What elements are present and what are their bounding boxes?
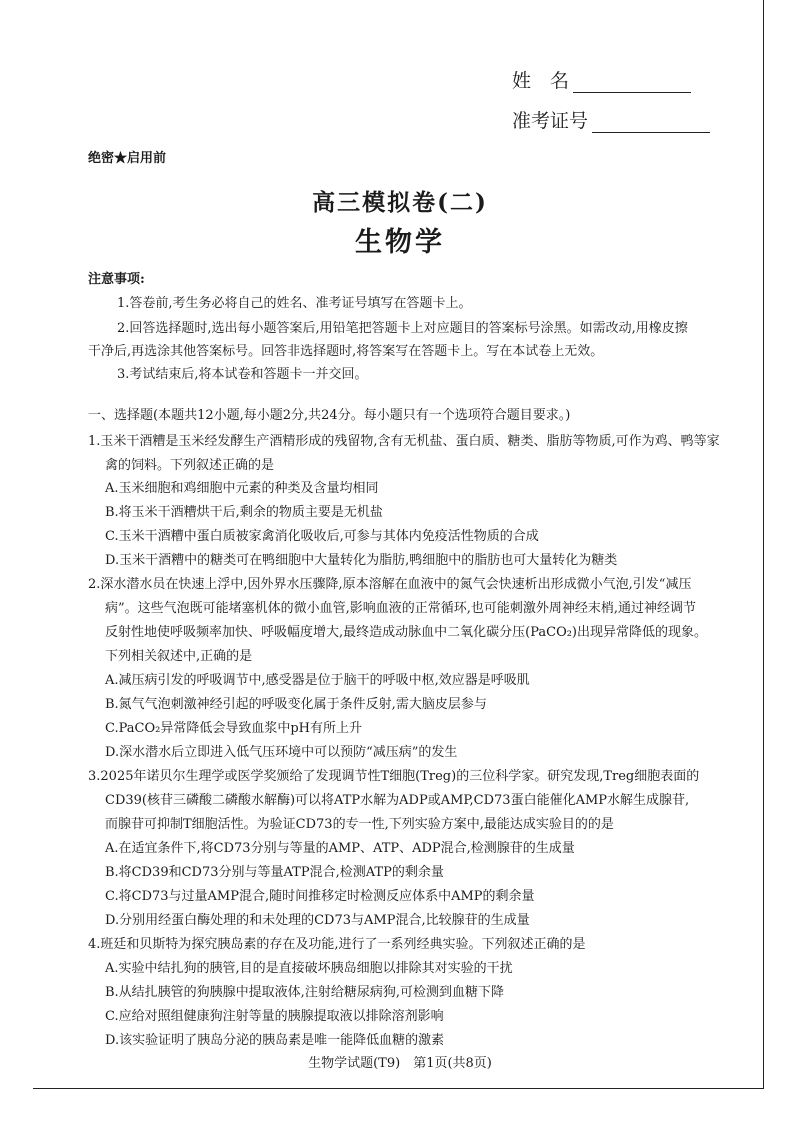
name-label: 姓 名 (512, 70, 570, 92)
notice-line: 1.答卷前,考生务必将自己的姓名、准考证号填写在答题卡上。 (117, 296, 472, 311)
option-d[interactable]: D.分别用经蛋白酶处理的和未处理的CD73与AMP混合,比较腺苷的生成量 (105, 913, 530, 928)
option-a[interactable]: A.在适宜条件下,将CD73分别与等量的AMP、ATP、ADP混合,检测腺苷的生成量 (105, 841, 575, 856)
name-blank-line[interactable] (573, 76, 691, 93)
option-d[interactable]: D.该实验证明了胰岛分泌的胰岛素是唯一能降低血糖的激素 (105, 1033, 445, 1048)
question-stem-line: 3.2025年诺贝尔生理学或医学奖颁给了发现调节性T细胞(Treg)的三位科学家。研究发现,Treg细胞表面的 (88, 769, 700, 784)
option-c[interactable]: C.玉米干酒糟中蛋白质被家禽消化吸收后,可参与其体内免疫活性物质的合成 (105, 529, 539, 544)
question-stem-line: 1.玉米干酒糟是玉米经发酵生产酒精形成的残留物,含有无机盐、蛋白质、糖类、脂肪等物质,可作为鸡、鸭等家 (88, 434, 720, 449)
exam-number-blank-line[interactable] (592, 116, 710, 133)
question-stem-line: 下列相关叙述中,正确的是 (105, 649, 253, 664)
option-a[interactable]: A.实验中结扎狗的胰管,目的是直接破坏胰岛细胞以排除其对实验的干扰 (105, 961, 513, 976)
option-b[interactable]: B.将CD39和CD73分别与等量ATP混合,检测ATP的剩余量 (105, 865, 444, 880)
option-b[interactable]: B.从结扎胰管的狗胰腺中提取液体,注射给糖尿病狗,可检测到血糖下降 (105, 985, 504, 1000)
section-heading: 一、选择题(本题共12小题,每小题2分,共24分。每小题只有一个选项符合题目要求。) (88, 408, 571, 423)
question-stem-line: 而腺苷可抑制T细胞活性。为验证CD73的专一性,下列实验方案中,最能达成实验目的的是 (105, 817, 614, 832)
question-stem-line: 4.班廷和贝斯特为探究胰岛素的存在及功能,进行了一系列经典实验。下列叙述正确的是 (88, 937, 586, 952)
subject-title: 生物学 (355, 227, 445, 258)
exam-number-label: 准考证号 (512, 110, 589, 132)
option-b[interactable]: B.将玉米干酒糟烘干后,剩余的物质主要是无机盐 (105, 505, 383, 520)
confidential-mark: 绝密★启用前 (88, 151, 167, 166)
question-stem-line: 病”。这些气泡既可能堵塞机体的微小血管,影响血液的正常循环,也可能刺激外周神经末梢,通过神经调节 (105, 601, 697, 616)
option-c[interactable]: C.将CD73与过量AMP混合,随时间推移定时检测反应体系中AMP的剩余量 (105, 889, 535, 904)
option-d[interactable]: D.玉米干酒糟中的糖类可在鸭细胞中大量转化为脂肪,鸭细胞中的脂肪也可大量转化为糖类 (105, 553, 618, 568)
question-stem-line: CD39(核苷三磷酸二磷酸水解酶)可以将ATP水解为ADP或AMP,CD73蛋白能催化AMP水解生成腺苷, (105, 793, 690, 808)
option-d[interactable]: D.深水潜水后立即进入低气压环境中可以预防“减压病”的发生 (105, 745, 458, 760)
page-border-bottom (33, 1088, 764, 1089)
page-footer: 生物学试题(T9) 第1页(共8页) (308, 1056, 492, 1071)
option-a[interactable]: A.玉米细胞和鸡细胞中元素的种类及含量均相同 (105, 481, 379, 496)
page-border-right (763, 0, 764, 1089)
notice-line: 3.考试结束后,将本试卷和答题卡一并交回。 (117, 367, 368, 382)
option-a[interactable]: A.减压病引发的呼吸调节中,感受器是位于脑干的呼吸中枢,效应器是呼吸肌 (105, 673, 530, 688)
option-c[interactable]: C.PaCO₂异常降低会导致血浆中pH有所上升 (105, 721, 363, 736)
exam-title: 高三模拟卷(二) (312, 189, 488, 216)
exam-number-field[interactable] (512, 106, 710, 133)
notice-heading: 注意事项: (88, 272, 145, 287)
option-c[interactable]: C.应给对照组健康狗注射等量的胰腺提取液以排除溶剂影响 (105, 1009, 444, 1024)
option-b[interactable]: B.氮气气泡刺激神经引起的呼吸变化属于条件反射,需大脑皮层参与 (105, 697, 487, 712)
notice-line: 2.回答选择题时,选出每小题答案后,用铅笔把答题卡上对应题目的答案标号涂黑。如需改动,用橡皮擦 (117, 321, 688, 336)
question-stem-line: 2.深水潜水员在快速上浮中,因外界水压骤降,原本溶解在血液中的氮气会快速析出形成微小气泡,引发“减压 (88, 577, 692, 592)
notice-line: 干净后,再选涂其他答案标号。回答非选择题时,将答案写在答题卡上。写在本试卷上无效。 (88, 344, 604, 359)
question-stem-line: 禽的饲料。下列叙述正确的是 (105, 458, 275, 473)
question-stem-line: 反射性地使呼吸频率加快、呼吸幅度增大,最终造成动脉血中二氧化碳分压(PaCO₂)出现异常降低的现象。 (105, 625, 708, 640)
name-field[interactable] (512, 66, 691, 93)
